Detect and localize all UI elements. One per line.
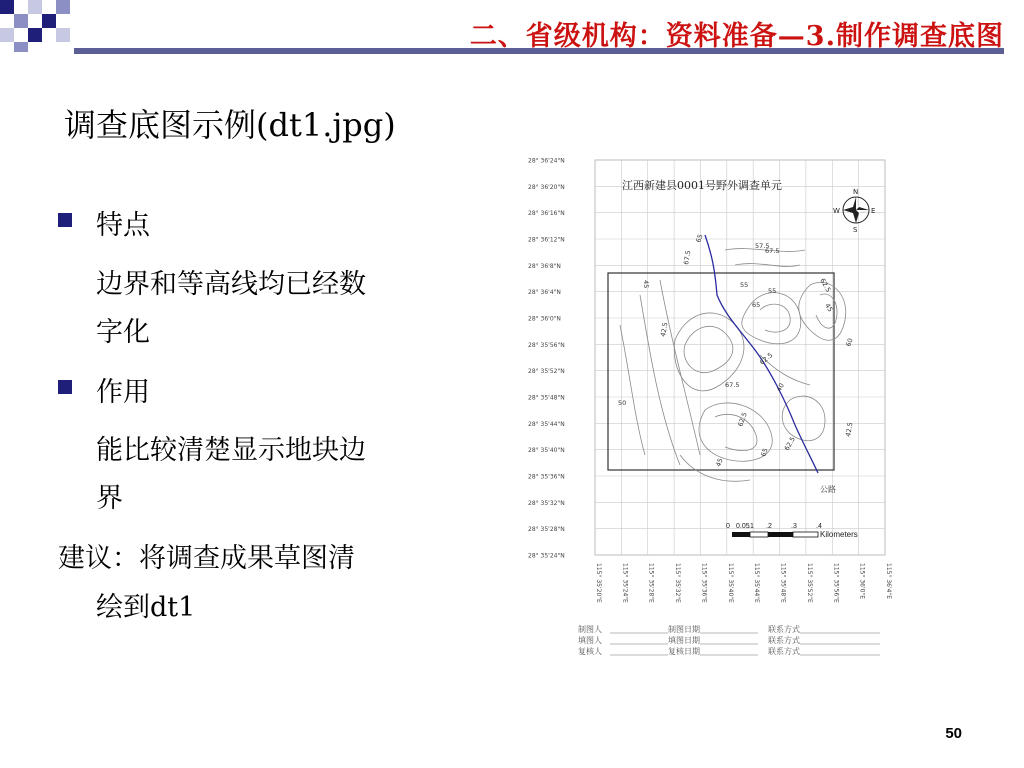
scale-tick-label: 0.05	[736, 523, 750, 530]
latitude-label: 28° 36'16"N	[528, 210, 565, 218]
longitude-label: 115° 35'44"E	[753, 563, 761, 603]
bullet-label-usage: 作用	[96, 377, 150, 408]
footer-field-label: 联系方式	[768, 647, 800, 656]
bullet-detail-line: 能比较清楚显示地块边	[96, 435, 366, 466]
latitude-label: 28° 35'48"N	[528, 394, 565, 402]
latitude-label: 28° 35'28"N	[528, 526, 565, 534]
longitude-label: 115° 35'32"E	[674, 563, 682, 603]
contour-label: 65	[759, 447, 770, 458]
latitude-label: 28° 36'0"N	[528, 315, 561, 323]
latitude-label: 28° 35'44"N	[528, 420, 565, 428]
longitude-label: 115° 35'36"E	[700, 563, 708, 603]
contour-label: 45	[823, 302, 835, 314]
contour-label: 62.5	[782, 435, 797, 452]
scale-tick-label: .2	[766, 523, 772, 530]
contour-label: 67.5	[682, 249, 693, 266]
latitude-labels	[528, 158, 565, 560]
latitude-label: 28° 36'24"N	[528, 157, 565, 165]
contour-lines	[620, 249, 846, 482]
longitude-label: 115° 35'40"E	[726, 563, 734, 603]
contour-label: 42.5	[659, 321, 670, 338]
survey-base-map	[520, 155, 890, 665]
bullet-label-features: 特点	[96, 210, 150, 241]
longitude-label: 115° 35'28"E	[647, 563, 655, 603]
footer-field-label: 制图日期	[668, 625, 700, 634]
contour-label: 67.5	[765, 247, 780, 255]
compass-w: W	[833, 207, 840, 215]
longitude-label: 115° 36'0"E	[858, 563, 866, 600]
longitude-label: 115° 36'4"E	[885, 563, 892, 600]
bullet-detail-line: 字化	[96, 317, 150, 348]
page-number: 50	[945, 725, 962, 742]
map-title: 江西新建县0001号野外调查单元	[622, 179, 782, 192]
latitude-label: 28° 35'36"N	[528, 473, 565, 481]
contour-label: 50	[618, 399, 627, 407]
contour-label: 55	[768, 287, 777, 295]
longitude-label: 115° 35'48"E	[779, 563, 787, 603]
compass-rose	[833, 188, 875, 234]
compass-n: N	[853, 188, 859, 196]
contour-label: 62.5	[736, 411, 749, 428]
longitude-labels	[595, 563, 892, 603]
compass-e: E	[871, 207, 876, 215]
latitude-label: 28° 36'20"N	[528, 183, 565, 191]
footer-field-label: 联系方式	[768, 625, 800, 634]
map-footer	[578, 624, 880, 656]
bullet-detail-line: 界	[96, 483, 123, 514]
contour-labels	[618, 233, 855, 468]
footer-field-label: 填图日期	[668, 636, 700, 645]
scale-bar	[726, 523, 858, 539]
contour-label: 65	[694, 233, 705, 244]
compass-s: S	[853, 226, 858, 234]
footer-field-label: 复核人	[578, 647, 602, 656]
latitude-label: 28° 36'4"N	[528, 289, 561, 297]
footer-field-label: 制图人	[578, 625, 602, 634]
road-label: 公路	[820, 485, 836, 494]
contour-label: 42.5	[844, 421, 855, 438]
header-title: 二、省级机构：资料准备—3.制作调查底图	[469, 21, 1004, 52]
grid-frame	[595, 160, 885, 555]
longitude-label: 115° 35'20"E	[595, 563, 602, 603]
scale-tick-label: .3	[791, 523, 797, 530]
bullet-marker	[58, 380, 72, 394]
footer-field-label: 填图人	[578, 636, 602, 645]
slide-title: 调查底图示例(dt1.jpg)	[64, 106, 396, 144]
latitude-label: 28° 35'40"N	[528, 447, 565, 455]
corner-decoration	[0, 0, 80, 52]
longitude-label: 115° 35'52"E	[805, 563, 813, 603]
contour-label: 62.5	[758, 351, 775, 367]
bullet-detail-line: 边界和等高线均已经数	[96, 269, 366, 300]
bullet-marker	[58, 213, 72, 227]
contour-label: 60	[844, 337, 855, 348]
latitude-label: 28° 35'32"N	[528, 499, 565, 507]
latitude-label: 28° 36'12"N	[528, 236, 565, 244]
longitude-label: 115° 35'24"E	[621, 563, 629, 603]
scale-tick-label: .4	[816, 523, 822, 530]
scale-tick-label: .1	[748, 523, 754, 530]
scale-tick-label: 0	[726, 523, 730, 530]
scale-unit: Kilometers	[820, 530, 858, 539]
road-line	[705, 235, 818, 473]
contour-label: 45	[714, 457, 725, 468]
contour-label: 55	[740, 281, 749, 289]
suggestion-line: 建议：将调查成果草图清	[58, 543, 355, 574]
latitude-label: 28° 36'8"N	[528, 262, 561, 270]
contour-label: 67.5	[725, 381, 740, 389]
footer-field-label: 联系方式	[768, 636, 800, 645]
contour-label: 40	[774, 381, 786, 393]
latitude-label: 28° 35'24"N	[528, 552, 565, 560]
footer-field-label: 复核日期	[668, 647, 700, 656]
contour-label: 65	[752, 301, 761, 309]
contour-label: 57.5	[755, 242, 770, 250]
latitude-label: 28° 35'52"N	[528, 368, 565, 376]
suggestion-line: 绘到dt1	[96, 592, 196, 623]
contour-label: 62.5	[818, 277, 833, 294]
latitude-label: 28° 35'56"N	[528, 341, 565, 349]
map-grid	[595, 160, 885, 555]
longitude-label: 115° 35'56"E	[832, 563, 840, 603]
contour-label: 45	[642, 280, 650, 289]
